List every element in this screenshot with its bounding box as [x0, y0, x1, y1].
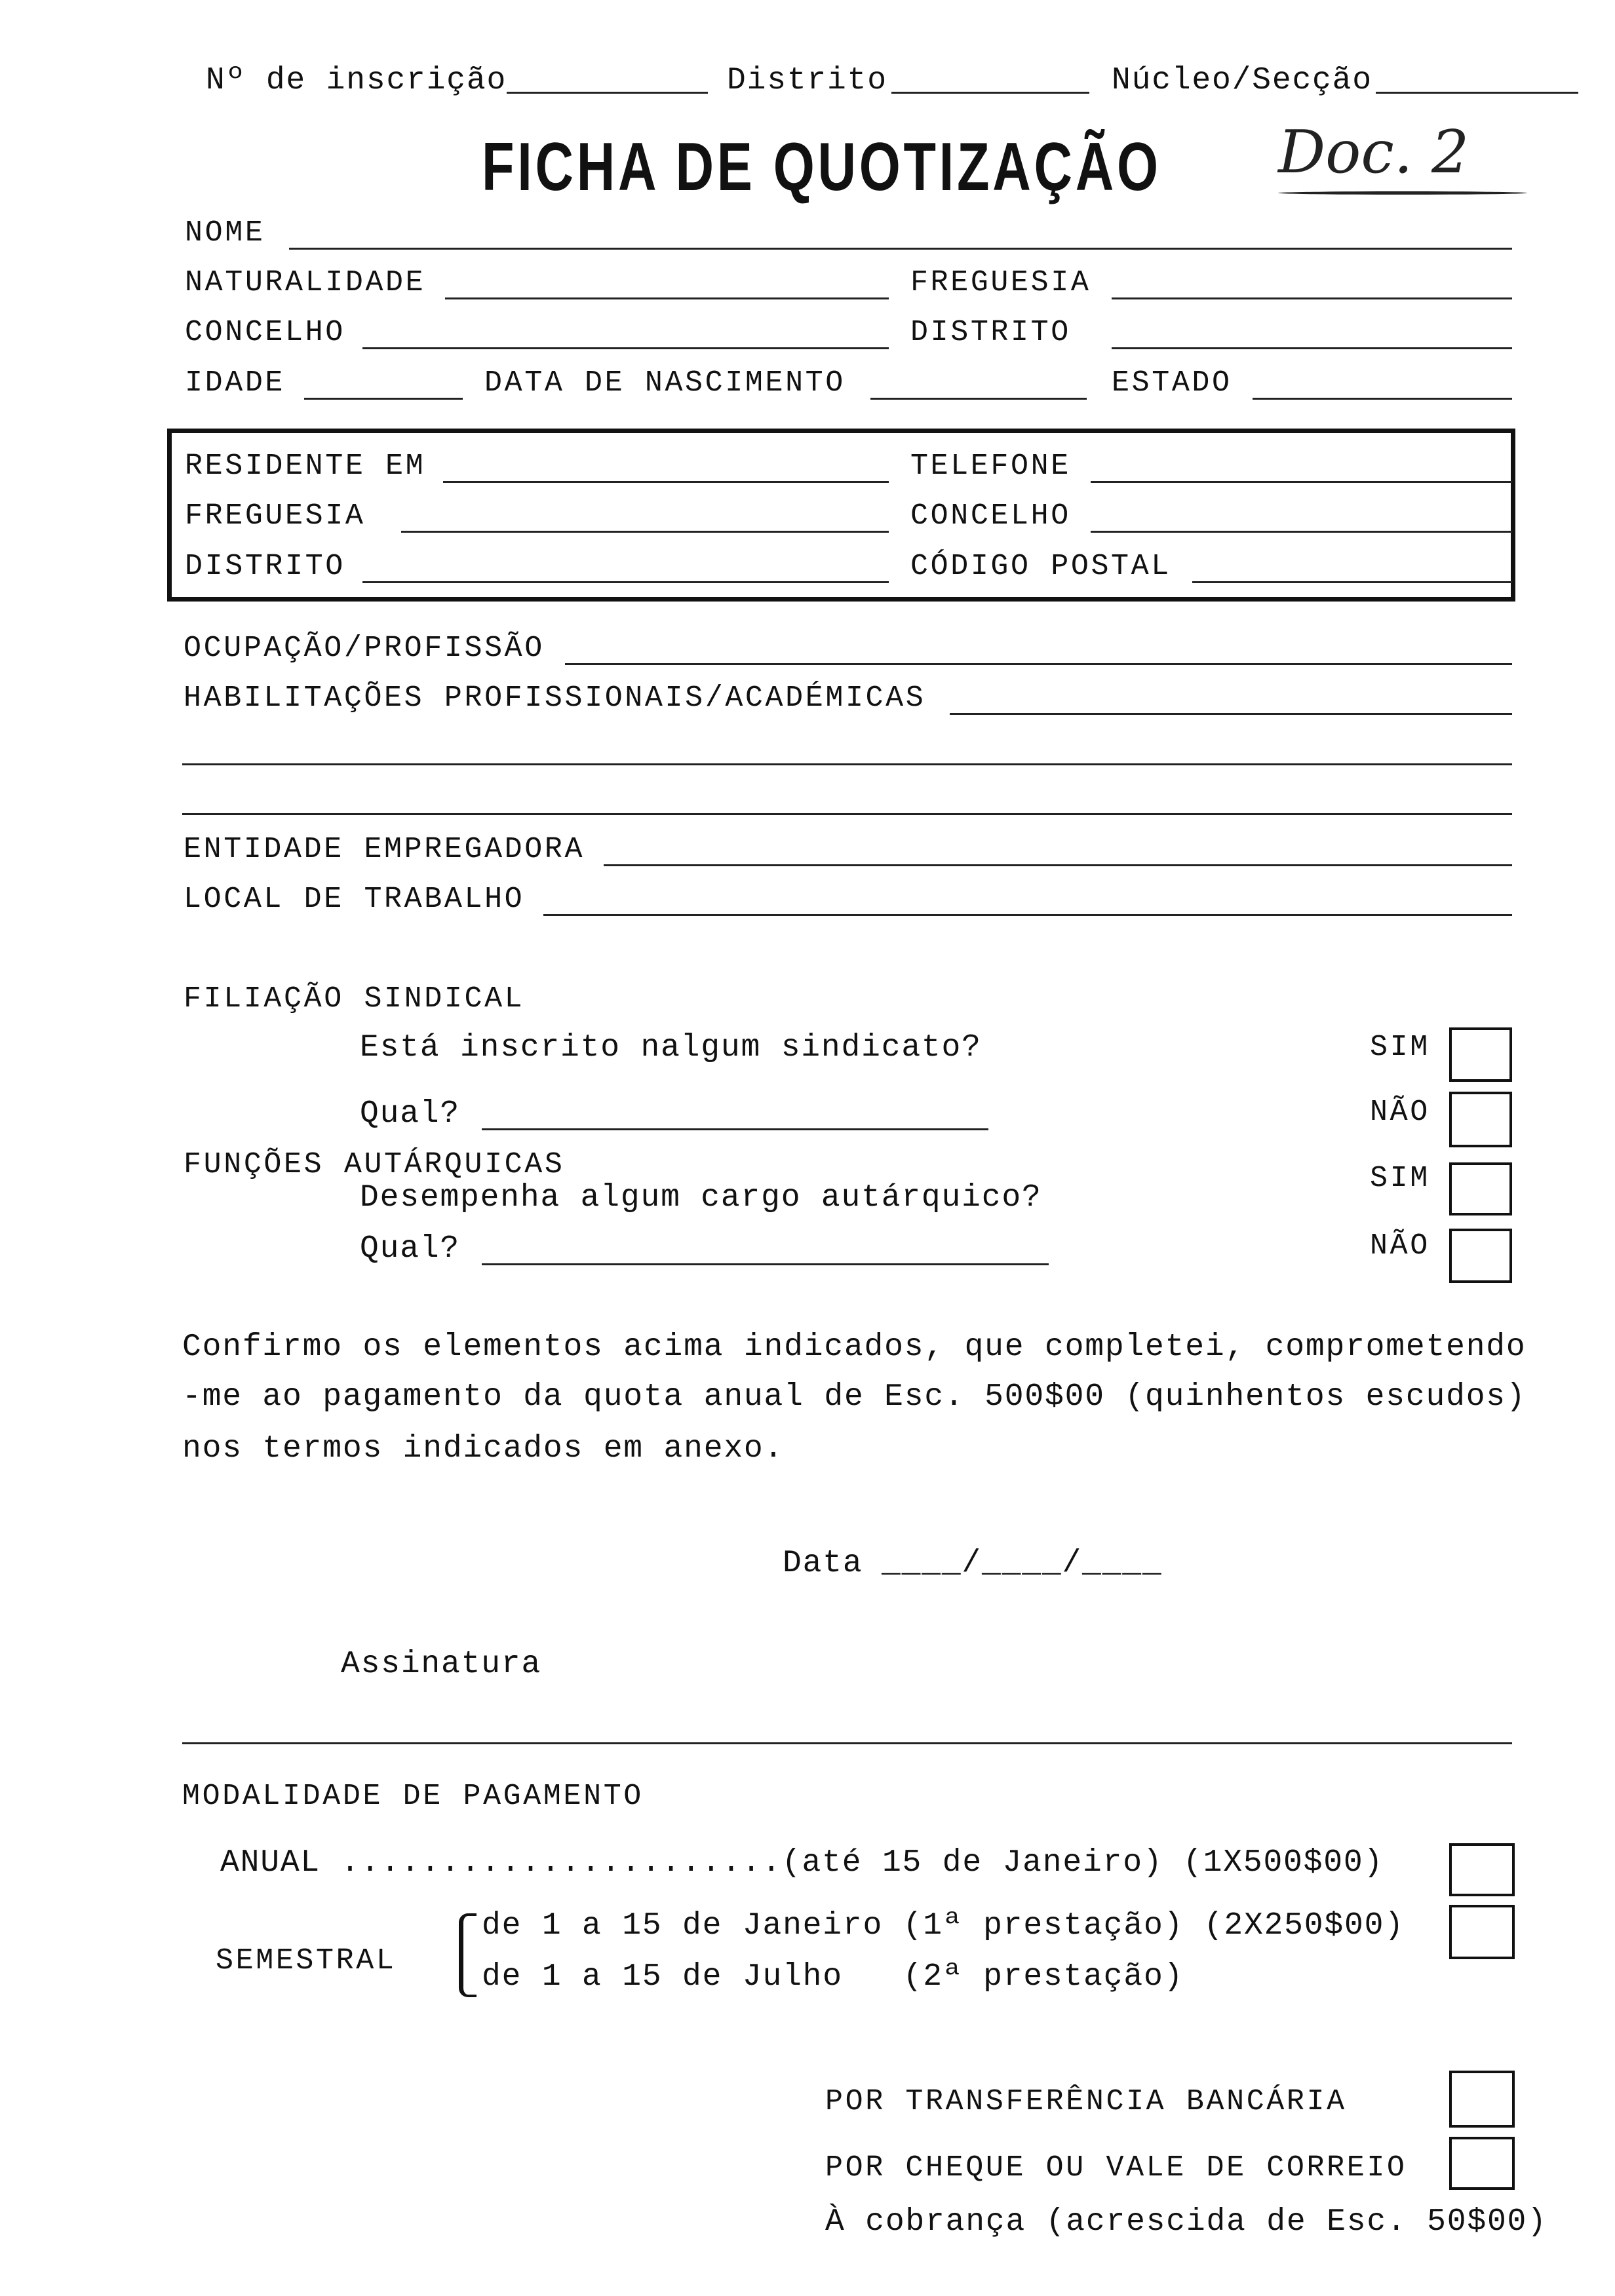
- autarquicas-sim-checkbox[interactable]: [1449, 1162, 1512, 1215]
- idade-field[interactable]: [304, 398, 463, 400]
- semestral-checkbox[interactable]: [1449, 1905, 1515, 1959]
- distrito-field[interactable]: [1112, 347, 1512, 349]
- concelho-label: CONCELHO: [185, 316, 345, 349]
- inscricao-label: Nº de inscrição: [206, 63, 507, 98]
- res-concelho-label: CONCELHO: [910, 499, 1071, 533]
- codigo-postal-label: CÓDIGO POSTAL: [910, 550, 1171, 583]
- assinatura-field[interactable]: [182, 1742, 1512, 1744]
- res-distrito-label: DISTRITO: [185, 550, 345, 583]
- autarquicas-qual-label: Qual?: [360, 1231, 461, 1267]
- sindical-qual-field[interactable]: [482, 1128, 988, 1130]
- header-distrito-label: Distrito: [727, 63, 887, 98]
- handwritten-underline: [1278, 191, 1527, 195]
- declaration-line-2: -me ao pagamento da quota anual de Esc. 500$00 (quinhentos escudos): [182, 1379, 1527, 1415]
- payment-heading: MODALIDADE DE PAGAMENTO: [182, 1780, 644, 1813]
- ocupacao-field[interactable]: [565, 663, 1512, 665]
- sindical-sim-label: SIM: [1370, 1031, 1430, 1064]
- data-label: Data: [783, 1546, 863, 1581]
- ocupacao-label: OCUPAÇÃO/PROFISSÃO: [184, 632, 545, 665]
- autarquicas-qual-field[interactable]: [482, 1263, 1049, 1265]
- inscricao-field[interactable]: [507, 92, 708, 94]
- data-nascimento-label: DATA DE NASCIMENTO: [484, 366, 846, 400]
- nome-field[interactable]: [289, 248, 1512, 250]
- sindical-qual-label: Qual?: [360, 1096, 461, 1132]
- local-field[interactable]: [543, 914, 1512, 916]
- nucleo-field[interactable]: [1376, 92, 1578, 94]
- entidade-label: ENTIDADE EMPREGADORA: [184, 833, 585, 866]
- distrito-label: DISTRITO: [910, 316, 1071, 349]
- res-freguesia-field[interactable]: [401, 531, 889, 533]
- autarquicas-nao-checkbox[interactable]: [1449, 1229, 1512, 1283]
- habilitacoes-field-2[interactable]: [182, 763, 1512, 765]
- autarquicas-nao-label: NÃO: [1370, 1229, 1430, 1263]
- concelho-field[interactable]: [362, 347, 889, 349]
- entidade-field[interactable]: [604, 864, 1512, 866]
- telefone-label: TELEFONE: [910, 450, 1071, 483]
- semestral-bracket: [459, 1913, 477, 1997]
- data-nascimento-field[interactable]: [870, 398, 1087, 400]
- local-label: LOCAL DE TRABALHO: [184, 883, 525, 916]
- handwritten-note: Doc. 2: [1278, 118, 1469, 187]
- anual-checkbox[interactable]: [1449, 1843, 1515, 1896]
- nome-label: NOME: [185, 216, 265, 250]
- cheque-label: POR CHEQUE OU VALE DE CORREIO: [825, 2151, 1407, 2185]
- transferencia-checkbox[interactable]: [1449, 2071, 1515, 2128]
- anual-option: ANUAL ......................(até 15 de Janeiro) (1X500$00): [220, 1845, 1384, 1881]
- res-freguesia-label: FREGUESIA: [185, 499, 366, 533]
- estado-label: ESTADO: [1112, 366, 1232, 400]
- naturalidade-field[interactable]: [445, 297, 889, 299]
- sindical-nao-checkbox[interactable]: [1449, 1092, 1512, 1147]
- res-concelho-field[interactable]: [1091, 531, 1512, 533]
- estado-field[interactable]: [1253, 398, 1512, 400]
- autarquicas-sim-label: SIM: [1370, 1162, 1430, 1195]
- cheque-checkbox[interactable]: [1449, 2137, 1515, 2190]
- codigo-postal-field[interactable]: [1192, 581, 1512, 583]
- telefone-field[interactable]: [1091, 481, 1512, 483]
- autarquicas-question: Desempenha algum cargo autárquico?: [360, 1180, 1042, 1215]
- freguesia-label: FREGUESIA: [910, 266, 1091, 299]
- assinatura-label: Assinatura: [341, 1647, 542, 1682]
- naturalidade-label: NATURALIDADE: [185, 266, 426, 299]
- residente-field[interactable]: [443, 481, 889, 483]
- semestral-label: SEMESTRAL: [216, 1944, 397, 1978]
- idade-label: IDADE: [185, 366, 286, 400]
- sindical-sim-checkbox[interactable]: [1449, 1027, 1512, 1082]
- declaration-line-3: nos termos indicados em anexo.: [182, 1431, 785, 1466]
- sindical-heading: FILIAÇÃO SINDICAL: [184, 982, 525, 1016]
- freguesia-field[interactable]: [1112, 297, 1512, 299]
- autarquicas-heading: FUNÇÕES AUTÁRQUICAS: [184, 1148, 565, 1181]
- nucleo-label: Núcleo/Secção: [1112, 63, 1372, 98]
- declaration-line-1: Confirmo os elementos acima indicados, que completei, comprometendo: [182, 1330, 1527, 1365]
- habilitacoes-field-3[interactable]: [182, 813, 1512, 815]
- habilitacoes-label: HABILITAÇÕES PROFISSIONAIS/ACADÉMICAS: [184, 681, 926, 715]
- semestral-line-2: de 1 a 15 de Julho (2ª prestação): [482, 1959, 1184, 1995]
- transferencia-label: POR TRANSFERÊNCIA BANCÁRIA: [825, 2085, 1347, 2118]
- header-distrito-field[interactable]: [891, 92, 1089, 94]
- habilitacoes-field[interactable]: [950, 713, 1512, 715]
- residente-label: RESIDENTE EM: [185, 450, 426, 483]
- page-title: FICHA DE QUOTIZAÇÃO: [482, 129, 1161, 205]
- res-distrito-field[interactable]: [362, 581, 889, 583]
- sindical-nao-label: NÃO: [1370, 1096, 1430, 1129]
- sindical-question: Está inscrito nalgum sindicato?: [360, 1030, 982, 1065]
- cobranca-label: À cobrança (acrescida de Esc. 50$00): [825, 2204, 1547, 2240]
- data-field[interactable]: ____/____/____: [882, 1546, 1163, 1581]
- semestral-line-1: de 1 a 15 de Janeiro (1ª prestação) (2X250$00): [482, 1908, 1405, 1943]
